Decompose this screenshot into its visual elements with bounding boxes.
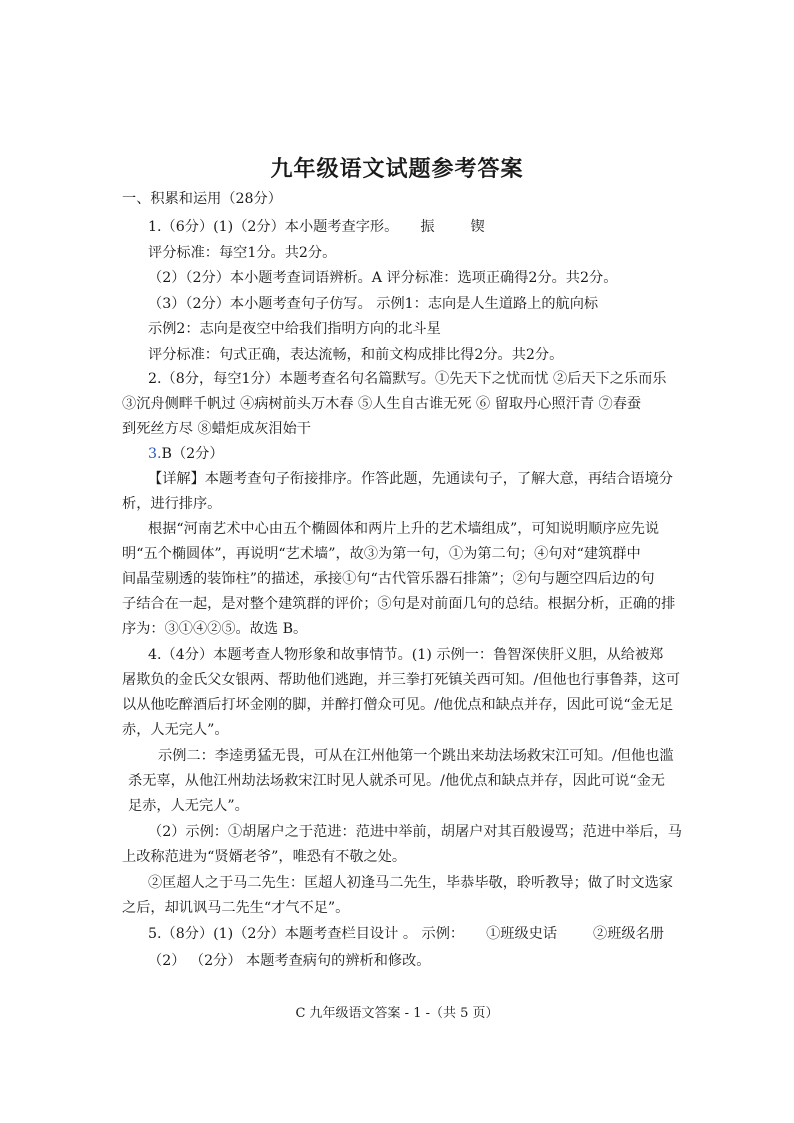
q1-scoring: 评分标准：每空1分。共2分。 xyxy=(148,245,337,261)
q4-line: 赤，人无完人”。 xyxy=(122,722,229,738)
q2-line: ③沉舟侧畔千帆过 ④病树前头万木春 ⑤人生自古谁无死 ⑥ 留取丹心照汗青 ⑦春蚕 xyxy=(122,396,642,412)
q3-explanation: 【详解】本题考查句子衔接排序。作答此题，先通读句子，了解大意，再结合语境分 xyxy=(148,471,673,487)
q2-line: 2.（8分，每空1分）本题考查名句名篇默写。①先天下之忧而忧 ②后天下之乐而乐 xyxy=(148,371,667,387)
section-heading: 一、积累和运用（28分） xyxy=(122,191,282,207)
q1-answer-2: 锲 xyxy=(470,219,485,235)
q2-line: 到死丝方尽 ⑧蜡炬成灰泪始干 xyxy=(122,421,311,437)
q1-part2: （2）（2分）本小题考查词语辨析。A 评分标准：选项正确得2分。共2分。 xyxy=(148,270,618,286)
q3-explanation: 子结合在一起，是对整个建筑群的评价；⑤句是对前面几句的总结。根据分析，正确的排 xyxy=(122,596,676,612)
q1-part3: （3）（2分）本小题考查句子仿写。 示例1：志向是人生道路上的航向标 xyxy=(148,296,599,312)
q1-example2: 示例2：志向是夜空中给我们指明方向的北斗星 xyxy=(148,321,441,337)
q3-explanation: 明“五个椭圆体”，再说明“艺术墙”，故③为第一句，①为第二句；④句对“建筑群中 xyxy=(122,546,641,562)
q3-number: 3. xyxy=(148,446,162,462)
q4-line: 屠欺负的金氏父女银两、帮助他们逃跑，并三拳打死镇关西可知。/但他也行事鲁莽，这可 xyxy=(122,672,681,688)
q5-line xyxy=(148,924,664,944)
q4-line: （2）示例：①胡屠户之于范进：范进中举前，胡屠户对其百般谩骂；范进中举后，马 xyxy=(148,824,682,840)
q4-line: 以从他吃醉酒后打坏金刚的脚，并醉打僧众可见。/他优点和缺点并存，因此可说“金无足 xyxy=(122,697,674,713)
q5-example-1: ①班级史话 xyxy=(486,926,558,942)
q1-answer-1: 振 xyxy=(420,219,435,235)
q4-line: 之后，却讥讽马二先生“才气不足”。 xyxy=(122,900,350,916)
q4-line: 示例二：李逵勇猛无畏，可从在江州他第一个跳出来劫法场救宋江可知。/但他也滥 xyxy=(158,748,674,764)
q4-line: ②匡超人之于马二先生：匡超人初逢马二先生，毕恭毕敬，聆听教导；做了时文选家 xyxy=(148,875,673,891)
page-title: 九年级语文试题参考答案 xyxy=(270,156,524,182)
q3-explanation: 序为：③①④②⑤。故选 B。 xyxy=(122,621,308,637)
q4-line: 上改称范进为“贤婿老爷”，唯恐有不敬之处。 xyxy=(122,849,407,865)
q3-answer: B（2分） xyxy=(161,446,224,462)
q3-explanation: 间晶莹剔透的装饰柱”的描述，承接①句“古代管乐器石排箫”；②句与题空四后边的句 xyxy=(122,571,655,587)
q5-example-2: ②班级名册 xyxy=(593,926,664,942)
q4-line: 足赤，人无完人”。 xyxy=(128,798,249,814)
q5-part2: （2） （2分） 本题考查病句的辨析和修改。 xyxy=(148,953,431,969)
q5-text: 5.（8分）(1)（2分）本题考查栏目设计 。 示例： xyxy=(148,926,465,942)
q4-line: 4.（4分）本题考查人物形象和故事情节。(1) 示例一：鲁智深侠肝义胆，从给被郑 xyxy=(148,647,664,663)
q1-scoring-3: 评分标准：句式正确，表达流畅，和前文构成排比得2分。共2分。 xyxy=(148,347,564,363)
q3-explanation: 根据“河南艺术中心由五个椭圆体和两片上升的艺术墙组成”，可知说明顺序应先说 xyxy=(148,521,660,537)
q3-explanation: 析，进行排序。 xyxy=(122,496,222,512)
q4-line: 杀无辜，从他江州劫法场救宋江时见人就杀可见。/他优点和缺点并存，因此可说“金无 xyxy=(128,773,665,789)
q1-text: 1.（6分）(1)（2分）本小题考查字形。 xyxy=(148,219,399,235)
page-footer: C 九年级语文答案 - 1 -（共 5 页） xyxy=(295,1006,499,1021)
q1-line xyxy=(148,217,485,237)
q3-answer-line xyxy=(148,444,224,464)
